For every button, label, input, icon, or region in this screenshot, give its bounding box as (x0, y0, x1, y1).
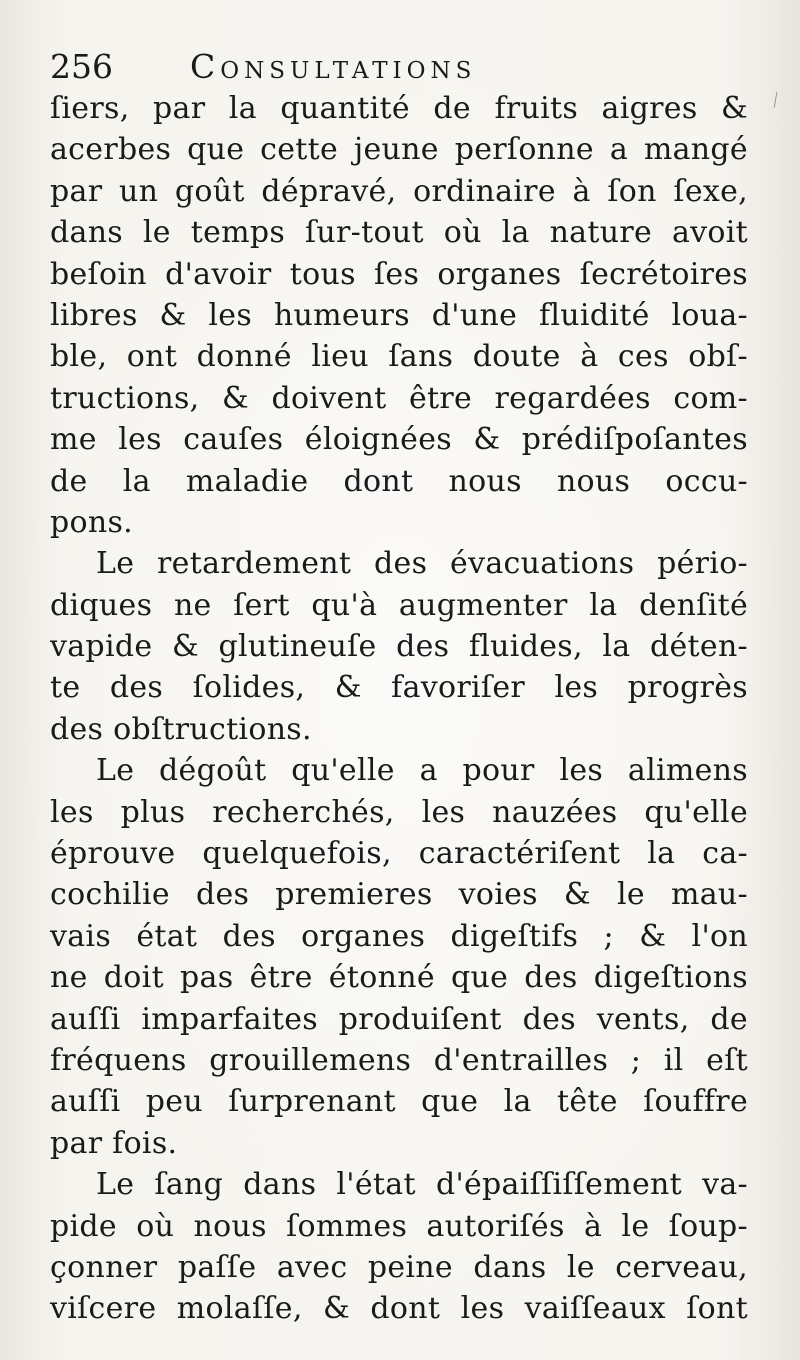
text-line: diques ne ſert qu'à augmenter la denſité (50, 587, 748, 623)
text-line: par fois. (50, 1125, 178, 1161)
running-head: Consultations (190, 47, 477, 86)
paragraph (50, 1164, 748, 1330)
text-line: ble, ont donné lieu ſans doute à ces obſ- (50, 339, 748, 375)
text-line: auſſi imparfaites produiſent des vents, de (50, 1001, 748, 1037)
text-line: de la maladie dont nous nous occu- (50, 463, 748, 499)
text-line: Le retardement des évacuations pério- (96, 546, 748, 582)
text-line: dans le temps ſur-tout où la nature avoit (50, 215, 748, 251)
text-line: cochilie des premieres voies & le mau- (50, 877, 748, 913)
paragraph (50, 543, 748, 750)
text-line: vais état des organes digeſtifs ; & l'on (50, 918, 748, 954)
paragraph (50, 750, 748, 1164)
text-line: fréquens grouillemens d'entrailles ; il eſt (50, 1042, 748, 1078)
text-line: te des ſolides, & favoriſer les progrès (50, 670, 748, 706)
margin-mark (774, 92, 780, 108)
text-line: viſcere molaſſe, & dont les vaiſſeaux ſont (50, 1291, 748, 1327)
text-line: tructions, & doivent être regardées com- (50, 380, 748, 416)
paragraph (50, 88, 748, 543)
text-line: éprouve quelquefois, caractériſent la ca- (50, 836, 748, 872)
text-line: des obſtructions. (50, 711, 312, 747)
text-line: auſſi peu ſurprenant que la tête ſouffre (50, 1084, 748, 1120)
text-line: libres & les humeurs d'une fluidité loua- (50, 297, 748, 333)
text-line: me les cauſes éloignées & prédiſpoſantes (50, 422, 748, 458)
page-header (50, 44, 750, 90)
text-line: les plus recherchés, les nauzées qu'elle (50, 794, 748, 830)
text-line: Le ſang dans l'état d'épaiſſiſſement va- (96, 1167, 748, 1203)
text-line: beſoin d'avoir tous ſes organes ſecrétoires (50, 256, 748, 292)
text-line: pide où nous ſommes autoriſés à le ſoup- (50, 1208, 748, 1244)
page-number: 256 (50, 47, 113, 86)
text-line: çonner paſſe avec peine dans le cerveau, (50, 1249, 748, 1285)
text-line: ſiers, par la quantité de fruits aigres & (50, 91, 748, 126)
text-line: vapide & glutineuſe des fluides, la déten- (50, 629, 748, 665)
text-line: pons. (50, 504, 134, 540)
text-line: ne doit pas être étonné que des digeſtions (50, 960, 748, 996)
text-line: par un goût dépravé, ordinaire à ſon ſexe, (50, 173, 748, 209)
body-text (50, 88, 748, 1330)
text-line: Le dégoût qu'elle a pour les alimens (96, 753, 748, 789)
text-line: acerbes que cette jeune perſonne a mangé (50, 132, 748, 168)
